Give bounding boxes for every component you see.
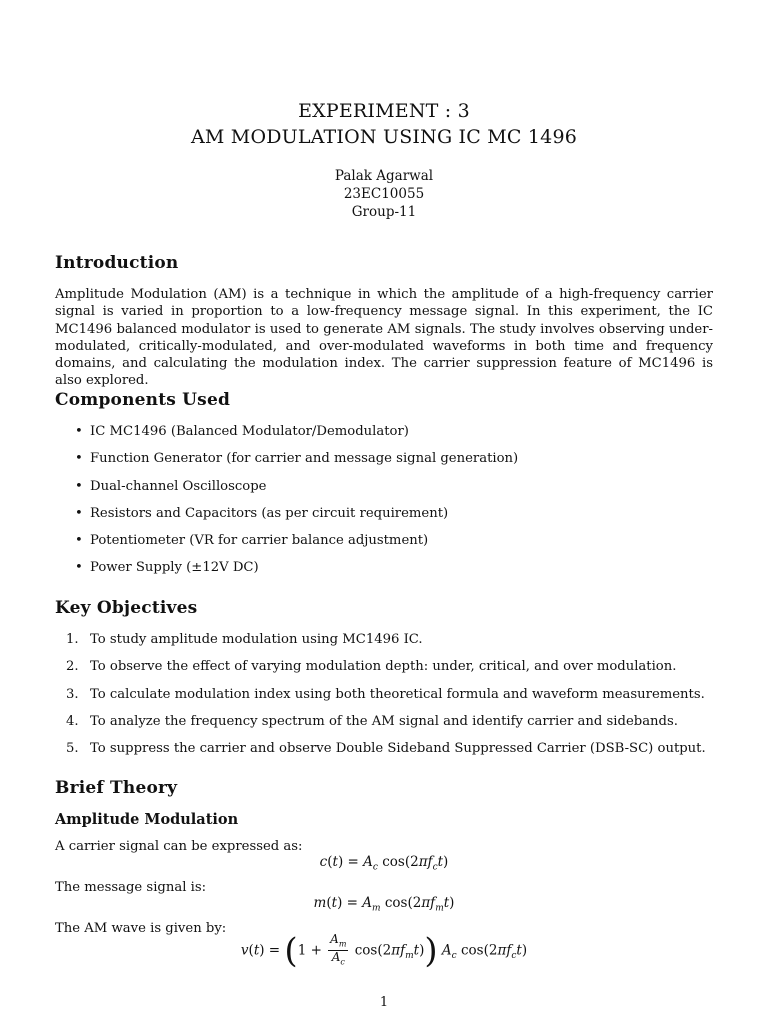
components-heading: Components Used <box>55 390 231 410</box>
list-item: 2. To observe the effect of varying modulation depth: under, critical, and over modulation. <box>66 659 677 675</box>
introduction-text: Amplitude Modulation (AM) is a technique in which the amplitude of a high-frequency carrier signal is varied in proportion to a low-frequency message signal. In this experiment, the IC MC1496 balanced modulator is used to generate AM signals. The study involves observing under-modulated, critically-modulated, and over-modulated waveforms in both time and frequency domains, and calculating the modulation index. The carrier suppression feature of MC1496 is also explored. <box>55 287 713 389</box>
am-equation: v(t) = (1 + $\frac{A_m}{A_c}$ $\cos(2\pi f_mt)$) $A_c$ $\cos(2\pi f_ct)$ <box>240 930 528 971</box>
page-number: 1 <box>379 995 389 1010</box>
list-item: 5. To suppress the carrier and observe Double Sideband Suppressed Carrier (DSB-SC) output. <box>66 741 706 757</box>
am-description: The AM wave is given by: <box>55 921 227 936</box>
list-item: • Function Generator (for carrier and message signal generation) <box>75 451 519 467</box>
author-roll: 23EC10055 <box>343 186 425 202</box>
list-item: • Power Supply (±12V DC) <box>75 560 259 576</box>
list-item: 1. To study amplitude modulation using MC1496 IC. <box>66 632 423 647</box>
carrier-description: A carrier signal can be expressed as: <box>55 839 303 854</box>
introduction-heading: Introduction <box>55 253 179 273</box>
list-item: • IC MC1496 (Balanced Modulator/Demodulator) <box>75 424 409 439</box>
title-block <box>0 98 768 150</box>
components-list <box>55 423 713 576</box>
list-item: 4. To analyze the frequency spectrum of the AM signal and identify carrier and sidebands. <box>66 713 678 729</box>
message-description: The message signal is: <box>55 880 207 895</box>
author-group: Group-11 <box>351 204 417 220</box>
carrier-text <box>55 838 713 855</box>
theory-subheading: Amplitude Modulation <box>55 811 239 828</box>
theory-section <box>55 778 713 828</box>
message-text <box>55 879 713 896</box>
theory-heading: Brief Theory <box>55 778 178 798</box>
author-block <box>0 167 768 221</box>
message-equation: $m(t) = A_m$ $\cos(2\pi f_mt)$ <box>313 895 455 914</box>
list-item: • Potentiometer (VR for carrier balance adjustment) <box>75 533 429 549</box>
list-item: 3. To calculate modulation index using both theoretical formula and waveform measurements. <box>66 686 705 702</box>
list-item: • Resistors and Capacitors (as per circuit requirement) <box>75 505 449 521</box>
author-name: Palak Agarwal <box>334 168 434 184</box>
experiment-title: EXPERIMENT : 3 <box>298 100 470 122</box>
objectives-list <box>55 631 713 757</box>
experiment-subtitle: AM MODULATION USING IC MC 1496 <box>190 126 578 148</box>
list-item: • Dual-channel Oscilloscope <box>75 478 267 494</box>
components-section <box>55 390 713 587</box>
objectives-section <box>55 598 713 767</box>
carrier-equation: $c(t) = A_c$ $\cos(2\pi f_ct)$ <box>319 854 449 873</box>
introduction-section <box>55 253 713 390</box>
objectives-heading: Key Objectives <box>55 598 198 618</box>
